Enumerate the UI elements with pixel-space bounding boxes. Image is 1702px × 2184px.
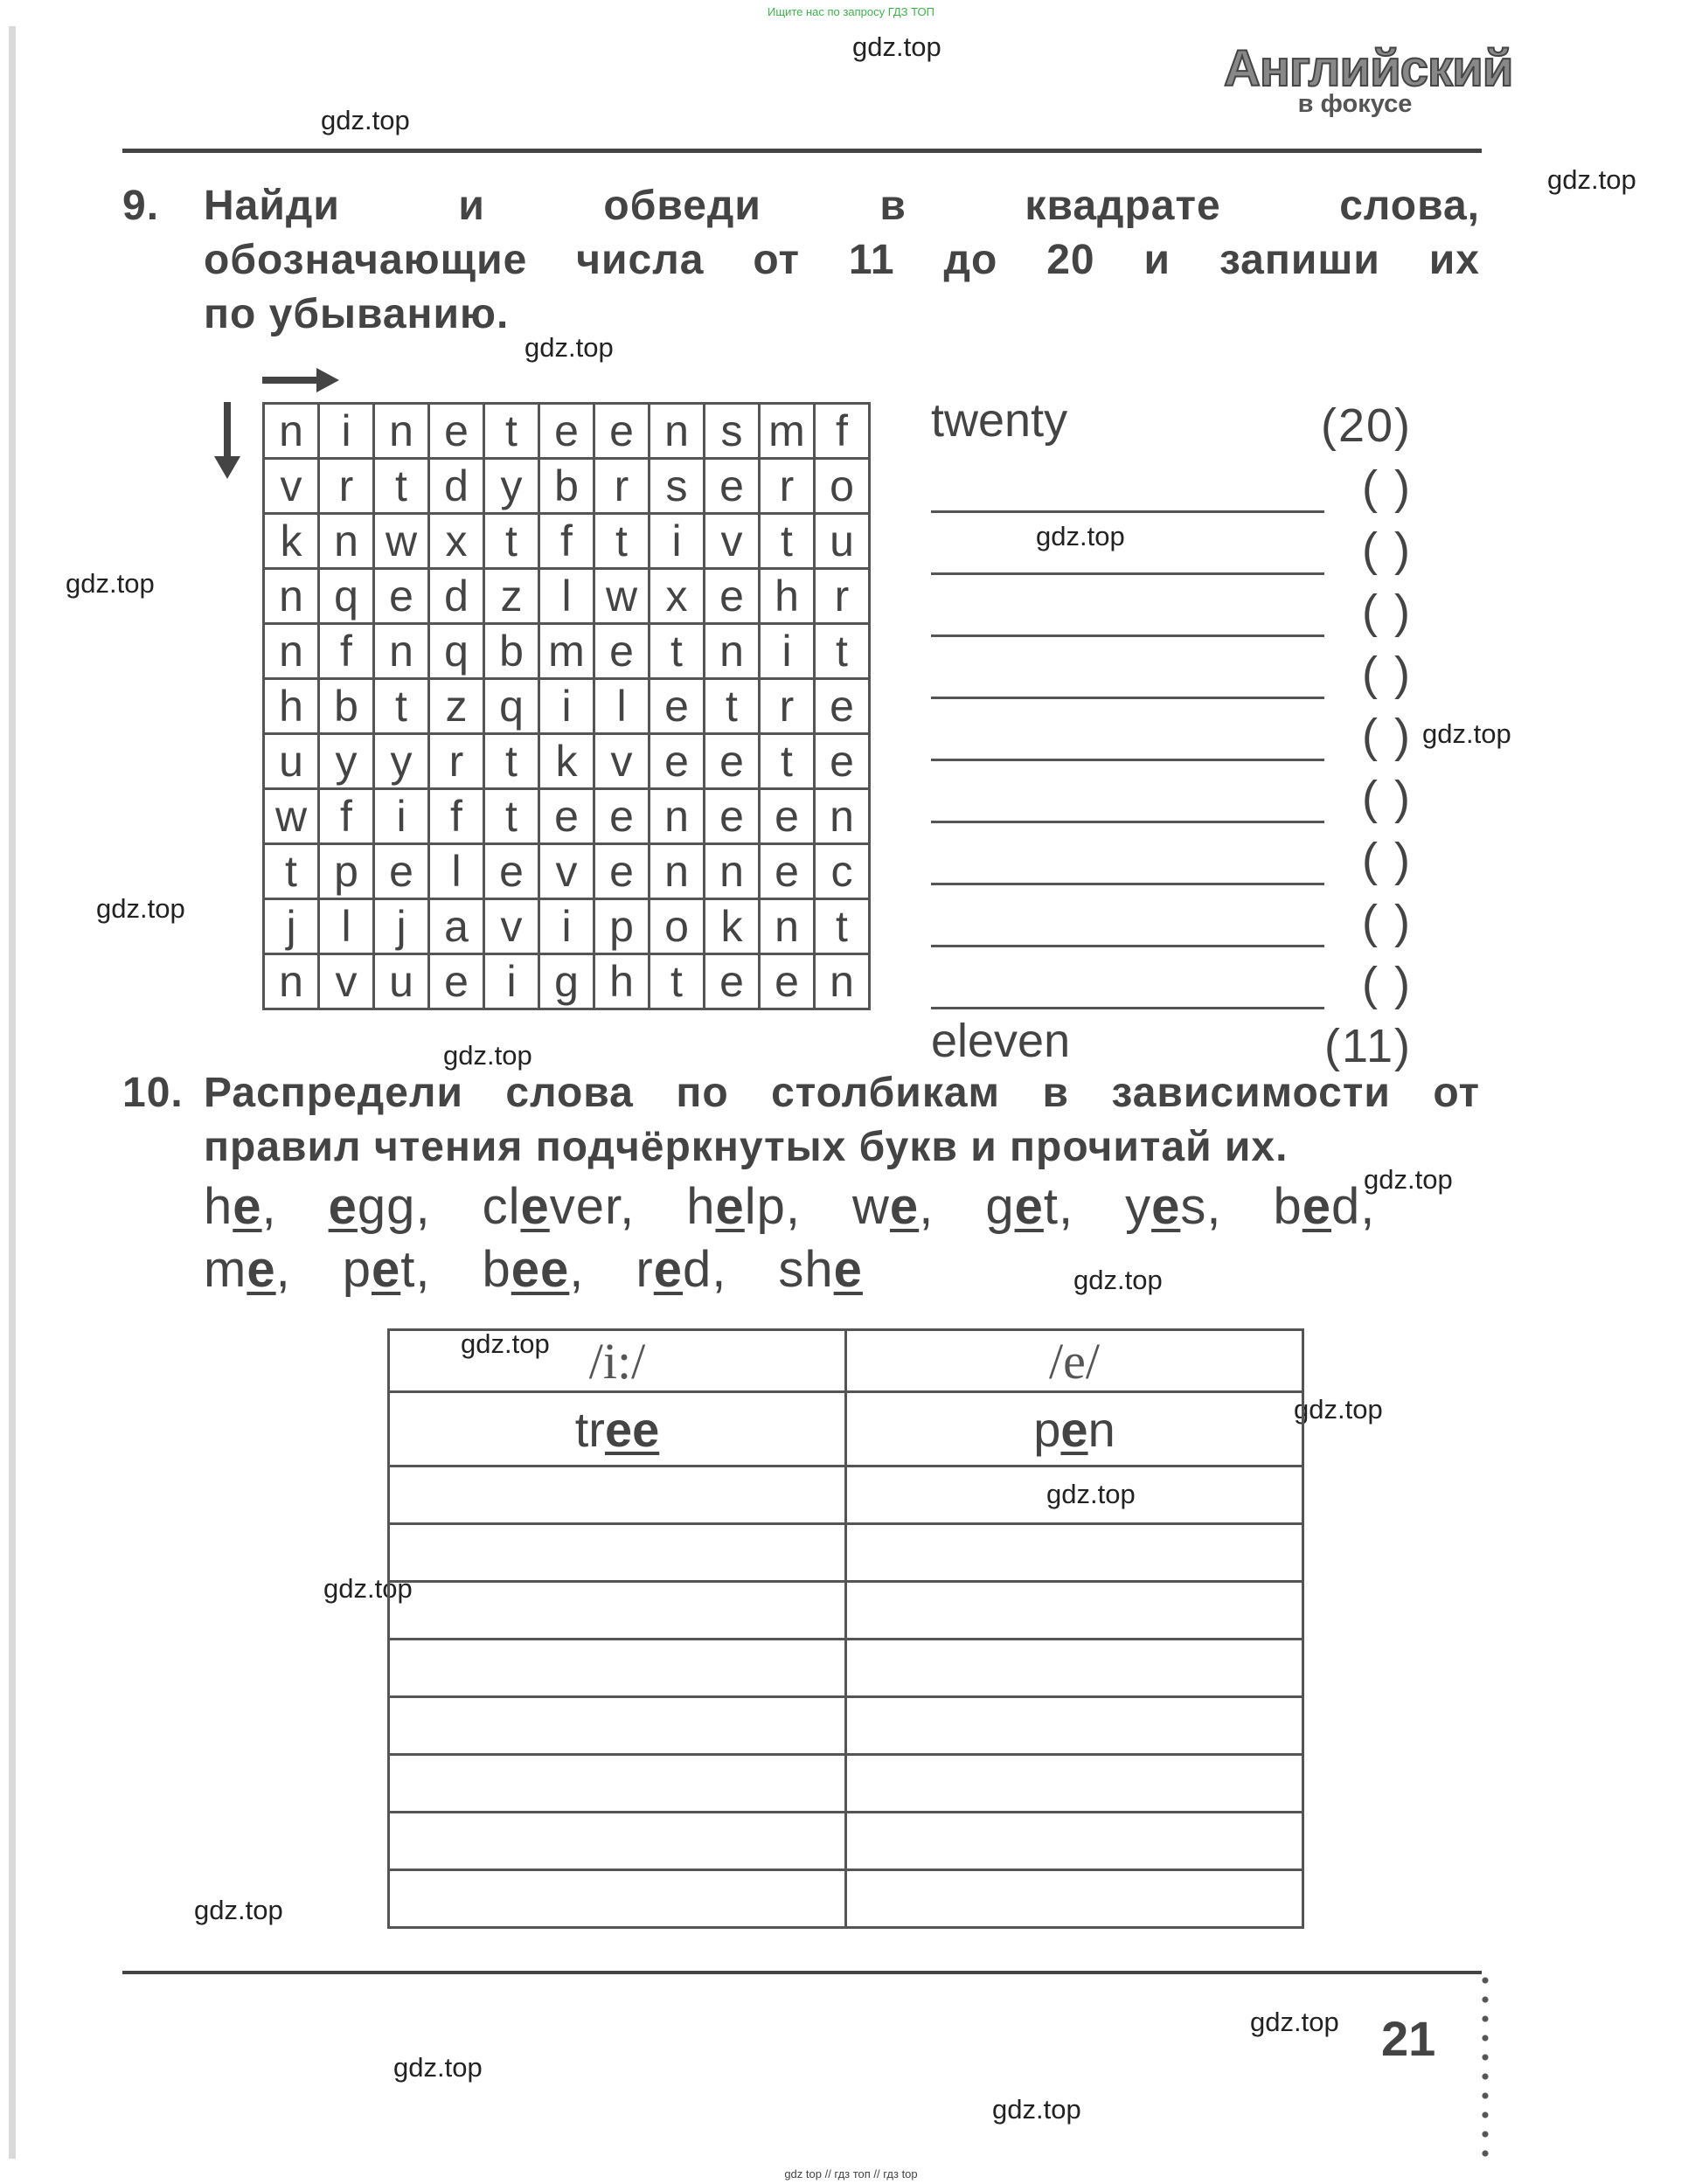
- grid-cell[interactable]: b: [484, 624, 539, 679]
- grid-cell[interactable]: h: [594, 954, 650, 1009]
- cell-ii[interactable]: [389, 1640, 846, 1697]
- grid-cell[interactable]: w: [264, 789, 319, 844]
- grid-cell[interactable]: f: [815, 404, 870, 459]
- dotted-edge: [1482, 1971, 1489, 2159]
- watermark: gdz.top: [66, 568, 155, 599]
- grid-cell[interactable]: z: [484, 569, 539, 624]
- grid-cell[interactable]: i: [539, 899, 594, 954]
- grid-cell[interactable]: e: [760, 844, 815, 899]
- grid-cell[interactable]: u: [264, 734, 319, 789]
- grid-cell[interactable]: b: [539, 459, 594, 514]
- grid-cell[interactable]: o: [815, 459, 870, 514]
- grid-cell[interactable]: c: [815, 844, 870, 899]
- answer-word: eleven: [931, 1015, 1071, 1067]
- grid-cell[interactable]: n: [650, 789, 705, 844]
- word-item: help,: [686, 1178, 802, 1235]
- grid-cell[interactable]: i: [760, 624, 815, 679]
- cell-e[interactable]: [846, 1582, 1303, 1640]
- answer-number-blank[interactable]: ( ): [1362, 710, 1412, 762]
- grid-cell[interactable]: t: [594, 514, 650, 569]
- watermark: gdz.top: [393, 2052, 483, 2083]
- arrow-right-icon: [262, 365, 341, 395]
- cell-ii[interactable]: [389, 1697, 846, 1755]
- watermark: gdz.top: [1547, 164, 1636, 195]
- task-10-number: 10.: [122, 1070, 184, 1116]
- grid-cell[interactable]: n: [319, 514, 374, 569]
- cell-ii[interactable]: [389, 1466, 846, 1524]
- answer-number-blank[interactable]: ( ): [1362, 461, 1412, 514]
- watermark: gdz.top: [1046, 1479, 1136, 1509]
- grid-cell[interactable]: n: [815, 954, 870, 1009]
- grid-cell[interactable]: v: [319, 954, 374, 1009]
- answer-line[interactable]: [931, 510, 1324, 513]
- grid-row: [264, 624, 870, 679]
- grid-cell[interactable]: i: [374, 789, 429, 844]
- grid-cell[interactable]: j: [374, 899, 429, 954]
- logo-title: Английский: [1224, 40, 1513, 97]
- answer-number-blank[interactable]: ( ): [1362, 834, 1412, 886]
- grid-cell[interactable]: f: [539, 514, 594, 569]
- grid-cell[interactable]: t: [484, 514, 539, 569]
- grid-cell[interactable]: e: [594, 624, 650, 679]
- phoneme-ii-header: /i:/: [389, 1330, 846, 1392]
- answers-list: [931, 394, 1429, 1080]
- grid-cell[interactable]: e: [374, 569, 429, 624]
- grid-row: [264, 789, 870, 844]
- grid-cell[interactable]: m: [760, 404, 815, 459]
- answer-line[interactable]: [931, 1007, 1324, 1009]
- watermark: gdz.top: [1294, 1394, 1383, 1425]
- answer-line[interactable]: [931, 821, 1324, 823]
- grid-cell[interactable]: r: [319, 459, 374, 514]
- word-item: he,: [204, 1178, 277, 1235]
- grid-cell[interactable]: v: [539, 844, 594, 899]
- task-9-text: [204, 179, 1480, 342]
- grid-cell[interactable]: r: [760, 679, 815, 734]
- grid-cell[interactable]: z: [429, 679, 484, 734]
- grid-cell[interactable]: e: [760, 954, 815, 1009]
- grid-cell[interactable]: p: [594, 899, 650, 954]
- sorting-table: [387, 1328, 1304, 1929]
- grid-cell[interactable]: u: [374, 954, 429, 1009]
- word-item: she: [778, 1241, 863, 1298]
- word-item: egg,: [328, 1178, 431, 1235]
- answer-row-blank[interactable]: [931, 956, 1429, 1018]
- answer-number-blank[interactable]: ( ): [1362, 958, 1412, 1010]
- cell-ii[interactable]: [389, 1813, 846, 1870]
- grid-cell[interactable]: n: [760, 899, 815, 954]
- cell-e[interactable]: [846, 1870, 1303, 1928]
- sorting-row: [389, 1755, 1303, 1813]
- grid-cell[interactable]: d: [429, 569, 484, 624]
- grid-cell[interactable]: t: [264, 844, 319, 899]
- grid-cell[interactable]: e: [429, 954, 484, 1009]
- grid-cell[interactable]: q: [429, 624, 484, 679]
- grid-cell[interactable]: d: [429, 459, 484, 514]
- grid-cell[interactable]: e: [594, 404, 650, 459]
- grid-cell[interactable]: w: [594, 569, 650, 624]
- answer-line[interactable]: [931, 759, 1324, 761]
- page-number: 21: [1381, 2011, 1436, 2066]
- word-list: [204, 1175, 1480, 1301]
- word-item: get,: [985, 1178, 1074, 1235]
- grid-cell[interactable]: y: [484, 459, 539, 514]
- cell-ii[interactable]: [389, 1524, 846, 1582]
- grid-cell[interactable]: k: [705, 899, 760, 954]
- grid-cell[interactable]: n: [264, 404, 319, 459]
- grid-cell[interactable]: k: [539, 734, 594, 789]
- answer-number: (11): [1323, 1020, 1412, 1072]
- grid-cell[interactable]: t: [650, 624, 705, 679]
- grid-cell[interactable]: t: [760, 734, 815, 789]
- arrow-down-icon: [210, 402, 245, 481]
- grid-cell[interactable]: n: [650, 404, 705, 459]
- grid-cell[interactable]: u: [815, 514, 870, 569]
- answer-row-blank[interactable]: [931, 708, 1429, 770]
- cell-e[interactable]: [846, 1755, 1303, 1813]
- grid-cell[interactable]: e: [594, 789, 650, 844]
- cell-e[interactable]: [846, 1813, 1303, 1870]
- grid-cell[interactable]: e: [815, 734, 870, 789]
- task-9-heading: [0, 179, 1702, 354]
- grid-cell[interactable]: e: [484, 844, 539, 899]
- word-item: me,: [204, 1241, 291, 1298]
- grid-cell[interactable]: y: [374, 734, 429, 789]
- grid-cell[interactable]: e: [815, 679, 870, 734]
- grid-cell[interactable]: f: [429, 789, 484, 844]
- grid-cell[interactable]: h: [264, 679, 319, 734]
- sorting-row: [389, 1870, 1303, 1928]
- grid-cell[interactable]: f: [319, 789, 374, 844]
- word-item: bee,: [482, 1241, 585, 1298]
- grid-cell[interactable]: w: [374, 514, 429, 569]
- grid-cell[interactable]: e: [705, 954, 760, 1009]
- grid-cell[interactable]: r: [594, 459, 650, 514]
- sorting-row: [389, 1466, 1303, 1524]
- cell-ii[interactable]: [389, 1870, 846, 1928]
- grid-cell[interactable]: v: [484, 899, 539, 954]
- grid-cell[interactable]: g: [539, 954, 594, 1009]
- grid-cell[interactable]: f: [319, 624, 374, 679]
- task-9-number: 9.: [122, 183, 160, 229]
- grid-cell[interactable]: j: [264, 899, 319, 954]
- answer-number-blank[interactable]: ( ): [1362, 586, 1412, 638]
- word-item: we,: [852, 1178, 934, 1235]
- cell-e[interactable]: [846, 1640, 1303, 1697]
- sorting-row: [389, 1582, 1303, 1640]
- grid-cell[interactable]: b: [319, 679, 374, 734]
- answer-number-blank[interactable]: ( ): [1362, 772, 1412, 824]
- grid-cell[interactable]: x: [429, 514, 484, 569]
- grid-cell[interactable]: x: [650, 569, 705, 624]
- grid-cell[interactable]: h: [760, 569, 815, 624]
- top-note: Ищите нас по запросу ГДЗ ТОП: [768, 5, 934, 18]
- grid-cell[interactable]: n: [264, 954, 319, 1009]
- grid-cell[interactable]: k: [264, 514, 319, 569]
- grid-cell[interactable]: l: [429, 844, 484, 899]
- cell-e[interactable]: [846, 1697, 1303, 1755]
- grid-row: [264, 569, 870, 624]
- grid-cell[interactable]: s: [705, 404, 760, 459]
- logo-subtitle: в фокусе: [1297, 90, 1413, 118]
- grid-cell[interactable]: r: [815, 569, 870, 624]
- grid-cell[interactable]: e: [760, 789, 815, 844]
- grid-row: [264, 679, 870, 734]
- grid-row: [264, 844, 870, 899]
- grid-cell[interactable]: t: [760, 514, 815, 569]
- word-item: clever,: [482, 1178, 636, 1235]
- grid-cell[interactable]: n: [264, 569, 319, 624]
- grid-cell[interactable]: t: [705, 679, 760, 734]
- answer-number-blank[interactable]: ( ): [1362, 523, 1412, 576]
- word-search-grid: [262, 402, 871, 1010]
- grid-row: [264, 514, 870, 569]
- cell-ii[interactable]: [389, 1582, 846, 1640]
- grid-cell[interactable]: n: [264, 624, 319, 679]
- grid-cell[interactable]: v: [264, 459, 319, 514]
- task-10-heading: [0, 1066, 1702, 1180]
- word-item: bed,: [1273, 1178, 1376, 1235]
- watermark: gdz.top: [323, 1573, 413, 1604]
- grid-cell[interactable]: e: [539, 404, 594, 459]
- grid-cell[interactable]: v: [594, 734, 650, 789]
- grid-cell[interactable]: e: [705, 789, 760, 844]
- grid-cell[interactable]: q: [484, 679, 539, 734]
- answer-number: (20): [1320, 399, 1412, 452]
- answer-line[interactable]: [931, 883, 1324, 885]
- grid-cell[interactable]: o: [650, 899, 705, 954]
- watermark: gdz.top: [1073, 1265, 1163, 1295]
- watermark: gdz.top: [1422, 718, 1511, 749]
- sorting-row: [389, 1640, 1303, 1697]
- watermark: gdz.top: [194, 1895, 283, 1925]
- grid-cell[interactable]: m: [539, 624, 594, 679]
- watermark: gdz.top: [524, 332, 614, 363]
- task-9-line-1: Найди и обведи в квадрате слова,: [204, 183, 1480, 229]
- task-10-line-1: Распредели слова по столбикам в зависимости от: [204, 1070, 1480, 1116]
- word-item: pet,: [342, 1241, 431, 1298]
- grid-cell[interactable]: t: [484, 789, 539, 844]
- grid-cell[interactable]: p: [319, 844, 374, 899]
- grid-cell[interactable]: e: [650, 734, 705, 789]
- sorting-row: [389, 1813, 1303, 1870]
- answer-row-first: [931, 394, 1429, 460]
- grid-cell[interactable]: e: [539, 789, 594, 844]
- sorting-row: [389, 1697, 1303, 1755]
- grid-cell[interactable]: n: [374, 404, 429, 459]
- grid-cell[interactable]: i: [319, 404, 374, 459]
- task-10-line-2: правил чтения подчёркнутых букв и прочитай их.: [204, 1124, 1289, 1170]
- grid-row: [264, 899, 870, 954]
- grid-cell[interactable]: n: [705, 624, 760, 679]
- grid-cell[interactable]: t: [374, 679, 429, 734]
- grid-cell[interactable]: e: [594, 844, 650, 899]
- answer-row-blank[interactable]: [931, 522, 1429, 584]
- grid-cell[interactable]: l: [319, 899, 374, 954]
- word-item: red,: [636, 1241, 727, 1298]
- grid-cell[interactable]: n: [705, 844, 760, 899]
- footer-rule: [122, 1971, 1482, 1974]
- answer-line[interactable]: [931, 697, 1324, 699]
- task-9-line-2: обозначающие числа от 11 до 20 и запиши их: [204, 237, 1480, 283]
- grid-cell[interactable]: t: [650, 954, 705, 1009]
- sorting-row: [389, 1524, 1303, 1582]
- header-rule: [122, 149, 1482, 153]
- grid-cell[interactable]: e: [705, 734, 760, 789]
- grid-cell[interactable]: s: [650, 459, 705, 514]
- grid-cell[interactable]: e: [705, 459, 760, 514]
- watermark: gdz.top: [461, 1328, 550, 1359]
- answer-row-blank[interactable]: [931, 894, 1429, 956]
- grid-row: [264, 734, 870, 789]
- answer-number-blank[interactable]: ( ): [1362, 648, 1412, 700]
- watermark: gdz.top: [321, 105, 410, 135]
- answer-row-blank[interactable]: [931, 646, 1429, 708]
- watermark: gdz.top: [96, 893, 185, 924]
- answer-row-blank[interactable]: [931, 770, 1429, 832]
- cell-ii[interactable]: [389, 1755, 846, 1813]
- grid-cell[interactable]: e: [705, 569, 760, 624]
- grid-row: [264, 954, 870, 1009]
- grid-cell[interactable]: n: [650, 844, 705, 899]
- cell-e[interactable]: [846, 1524, 1303, 1582]
- grid-cell[interactable]: q: [319, 569, 374, 624]
- grid-row: [264, 404, 870, 459]
- grid-cell[interactable]: i: [650, 514, 705, 569]
- grid-cell[interactable]: i: [484, 954, 539, 1009]
- grid-cell[interactable]: n: [815, 789, 870, 844]
- grid-cell[interactable]: l: [539, 569, 594, 624]
- answer-row-blank[interactable]: [931, 832, 1429, 894]
- watermark: gdz.top: [1036, 521, 1125, 551]
- grid-cell[interactable]: n: [374, 624, 429, 679]
- watermark: gdz.top: [443, 1040, 532, 1071]
- grid-cell[interactable]: t: [374, 459, 429, 514]
- answer-word: twenty: [931, 394, 1068, 447]
- answer-number-blank[interactable]: ( ): [1362, 896, 1412, 948]
- watermark: gdz.top: [992, 2094, 1081, 2125]
- task-9-line-3: по убыванию.: [204, 291, 510, 337]
- grid-row: [264, 459, 870, 514]
- grid-cell[interactable]: t: [484, 404, 539, 459]
- grid-cell[interactable]: t: [815, 624, 870, 679]
- grid-cell[interactable]: t: [815, 899, 870, 954]
- answer-row-blank[interactable]: [931, 460, 1429, 522]
- grid-cell[interactable]: e: [650, 679, 705, 734]
- watermark: gdz.top: [852, 31, 941, 62]
- phoneme-e-header: /e/: [846, 1330, 1303, 1392]
- cell-e[interactable]: [846, 1466, 1303, 1524]
- answer-row-blank[interactable]: [931, 584, 1429, 646]
- grid-cell[interactable]: v: [705, 514, 760, 569]
- answer-line[interactable]: [931, 634, 1324, 637]
- grid-cell[interactable]: r: [760, 459, 815, 514]
- grid-cell[interactable]: a: [429, 899, 484, 954]
- grid-cell[interactable]: t: [484, 734, 539, 789]
- word-item: yes,: [1125, 1178, 1222, 1235]
- answer-line[interactable]: [931, 945, 1324, 947]
- task-10-text: [204, 1066, 1480, 1175]
- answer-line[interactable]: [931, 572, 1324, 575]
- example-ii: tree: [389, 1392, 846, 1466]
- grid-cell[interactable]: i: [539, 679, 594, 734]
- watermark: gdz.top: [1364, 1164, 1453, 1195]
- grid-cell[interactable]: y: [319, 734, 374, 789]
- bottom-note: gdz top // гдз топ // гдз top: [784, 2167, 918, 2181]
- grid-cell[interactable]: e: [429, 404, 484, 459]
- watermark: gdz.top: [1250, 2007, 1339, 2037]
- book-logo: [1224, 40, 1513, 118]
- grid-cell[interactable]: l: [594, 679, 650, 734]
- grid-cell[interactable]: e: [374, 844, 429, 899]
- example-e: pen: [846, 1392, 1303, 1466]
- grid-cell[interactable]: r: [429, 734, 484, 789]
